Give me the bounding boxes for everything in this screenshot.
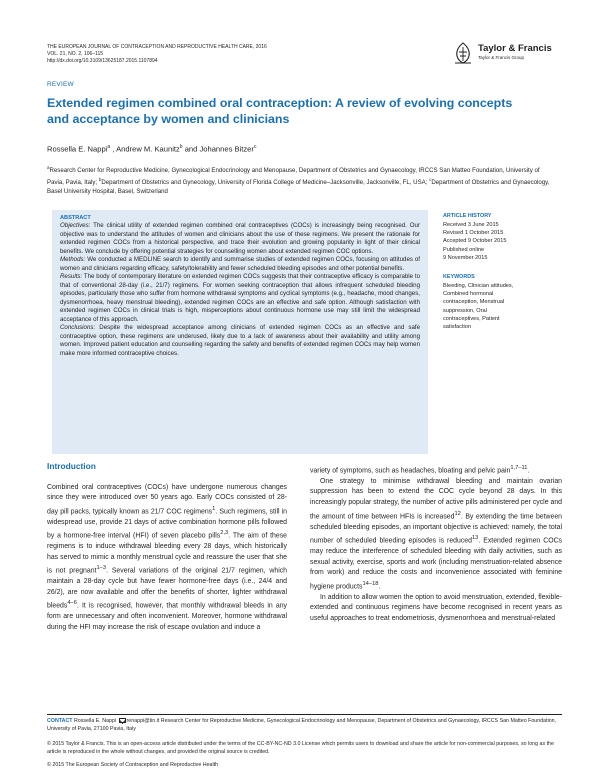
body-text: . Such regimens, still in widespread use, provide 21 days of active combination hormone pills followed by a hormone-free interval (HFI) of seven placebo pills <box>47 508 287 540</box>
author-affil-sup: a <box>107 144 111 150</box>
abstract-text: The clinical utility of extended regimen combined oral contraceptives (COCs) is increasingly being recognised. Our objective was to understand the attitudes of women and clinicians about the use of these regimens. We present the rationale for extended regimen COCs from a historical perspective, and trace their evolution and growing popularity in light of their clinical benefits. We conclude by offering potential strategies for counselling women about extended regimen COC options. <box>60 222 420 255</box>
history-line: Revised 1 October 2015 <box>443 230 504 237</box>
author-affil-sup: b <box>179 144 183 150</box>
keyword-line: Combined hormonal <box>443 291 494 298</box>
body-text: . It is recognised, however, that monthly withdrawal bleeds in any form are unnecessary and often inconvenient. Moreover, hormone withdrawal during the HFI may increase the risk of escape ovulation and induce a <box>47 602 287 631</box>
keyword-line: suppression, Oral <box>443 307 487 314</box>
license-text: © 2015 Taylor & Francis. This is an open-access article distributed under the terms of the CC-BY-NC-ND 3.0 License which permits users to download and share the article for non-commercial purposes, so long as the article is reproduced in the whole without changes, and provided the original source is credited. <box>47 741 554 755</box>
intro-paragraph <box>310 463 562 477</box>
body-text: . By extending the time between scheduled bleeding episodes, an important objective is achieved: namely, the total number of scheduled bleeding episodes is reduced <box>310 512 562 545</box>
intro-paragraph: In addition to allow women the option to avoid menstruation, extended, flexible-extended and continuous regimens have become recognised in recent years as useful approaches to treat endometriosis, dysmenorrhoea and menstrual-related <box>310 593 562 622</box>
citation-ref[interactable]: 13 <box>471 535 479 542</box>
body-column-right <box>310 463 562 625</box>
body-text: variety of symptoms, such as headaches, bloating and pelvic pain <box>310 467 511 475</box>
publisher-name: Taylor & Francis <box>478 43 552 54</box>
history-line: Accepted 9 October 2015 <box>443 238 507 245</box>
body-text: One strategy to minimise withdrawal bleeding and maintain ovarian suppression has been to extend the COC cycle beyond 28 days. In this increasingly popular strategy, the number of active pills administered per cycle and the amount of time between HFIs is increased <box>310 477 562 520</box>
affil-sup: b <box>98 177 102 183</box>
abstract-label: Objectives: <box>60 222 91 229</box>
journal-name: THE EUROPEAN JOURNAL OF CONTRACEPTION AND REPRODUCTIVE HEALTH CARE, 2016 <box>47 44 267 50</box>
author-name[interactable]: Johannes Bitzer <box>199 144 254 154</box>
section-label: REVIEW <box>47 81 74 88</box>
author-affil-sup: c <box>253 144 257 150</box>
abstract-objectives <box>60 222 420 256</box>
citation-ref[interactable]: 14–18 <box>362 580 379 587</box>
body-text: . Extended regimen COCs may reduce the interference of scheduled bleeding with daily activities, such as sexual activity, exercise, sports and work (including menstruation-related absence from work) and reduce the costs and inconvenience associated with feminine hygiene products <box>310 537 562 591</box>
citation-ref[interactable]: 1–3 <box>96 565 107 572</box>
article-title: Extended regimen combined oral contraception: A review of evolving concepts and acceptance by women and clinicians <box>47 96 513 126</box>
history-line: Published online <box>443 246 485 253</box>
abstract-results <box>60 273 420 324</box>
author-list <box>47 144 256 154</box>
abstract-label: Methods: <box>60 256 86 263</box>
article-history-heading: ARTICLE HISTORY <box>443 213 492 219</box>
affil-sup: c <box>429 177 432 183</box>
affil-sup: a <box>47 165 50 170</box>
body-column-left <box>47 461 287 634</box>
author-name[interactable]: Andrew M. Kaunitz <box>116 144 180 154</box>
contact-email[interactable]: renappi@tin.it <box>126 718 160 724</box>
article-sidebar <box>443 213 563 331</box>
introduction-heading: Introduction <box>47 461 96 471</box>
intro-paragraph <box>310 477 562 593</box>
citation-ref[interactable]: 1,7–11 <box>510 465 528 471</box>
email-icon <box>119 718 126 723</box>
keywords-heading: KEYWORDS <box>443 274 475 281</box>
journal-doi[interactable]: http://dx.doi.org/10.3109/13625187.2015.1107894 <box>47 58 158 64</box>
citation-ref[interactable]: 2,3 <box>220 530 229 537</box>
history-line: Received 3 June 2015 <box>443 222 499 228</box>
society-copyright: © 2015 The European Society of Contraception and Reproductive Health <box>47 762 219 768</box>
publisher-group: Taylor & Francis Group <box>478 55 525 60</box>
taylor-francis-logo-icon <box>452 41 474 65</box>
journal-header <box>47 44 377 65</box>
abstract-conclusions <box>60 324 420 358</box>
keyword-line: satisfaction <box>443 324 471 331</box>
affiliation-c: Department of Obstetrics and Gynaecology, Basel University Hospital, Basel, Switzerland <box>47 179 550 196</box>
author-separator: and <box>182 144 200 154</box>
abstract-label: Results: <box>60 273 83 280</box>
abstract-text: The body of contemporary literature on extended regimen COCs suggests that their contraceptive efficacy is comparable to that of conventional 28-day (i.e., 21/7) regimens. For women seeking contraception that allows infrequent scheduled bleeding episodes, particularly those who suffer from hormone withdrawal symptoms and cyclical symptoms (e.g., headache, mood changes, dysmenorrhoea, heavy menstrual bleeding), extended regimen COCs are an effective and safe option. Although satisfaction with extended regimen COCs in clinical trials is high, misperceptions about continuous hormone use may still limit the widespread acceptance of this approach. <box>60 273 420 323</box>
abstract-label: Conclusions: <box>60 324 96 331</box>
contact-name: Rossella E. Nappi <box>72 718 118 724</box>
abstract-box <box>52 210 428 454</box>
footer-divider <box>47 714 562 715</box>
abstract-methods <box>60 256 420 273</box>
contact-label: CONTACT <box>47 718 73 724</box>
author-name[interactable]: Rossella E. Nappi <box>47 144 108 154</box>
publisher-logo <box>452 41 562 65</box>
contact-info <box>47 718 562 733</box>
abstract-text: We conducted a MEDLINE search to identify and summarise studies of extended regimen COCs, focusing on attitudes of women and clinicians regarding efficacy, safety/tolerability and fewer scheduled bleeding episodes and other potential benefits. <box>60 256 420 272</box>
keyword-line: contraceptives, Patient <box>443 315 500 322</box>
affiliation-b: Department of Obstetrics and Gynecology, University of Florida College of Medicine–Jacksonville, Jacksonville, FL, USA; <box>101 179 430 187</box>
contact-address: Research Center for Reproductive Medicine, Gynecological Endocrinology and Menopause, Department of Obstetrics and Gynaecology, IRCCS San Matteo Foundation, University of Pavia, 27100 Pavia, Italy <box>47 718 557 732</box>
citation-ref[interactable]: 4–6 <box>67 600 77 607</box>
body-text: Combined oral contraceptives (COCs) have undergone numerous changes since they were introduced over 50 years ago. Early COCs consisted of 28-day pill packs, typically known as 21/7 COC regimens <box>47 483 287 516</box>
abstract-text: Despite the widespread acceptance among clinicians of extended regimen COCs as an effective and safe contraceptive option, these regimens are underused, likely due to a lack of awareness about their availability and utility among women. Improved patient education and counselling regarding the safety and benefits of extended regimen COCs may help women make more informed contraceptive choices. <box>60 324 420 357</box>
citation-ref[interactable]: 12 <box>454 510 461 517</box>
keyword-line: contraception, Menstrual <box>443 299 505 306</box>
affiliations <box>47 163 557 197</box>
citation-ref[interactable]: 1 <box>212 505 216 512</box>
keyword-line: Bleeding, Clinician attitudes, <box>443 283 514 290</box>
author-separator: , <box>110 144 117 154</box>
abstract-heading: ABSTRACT <box>60 215 91 221</box>
journal-volume: VOL. 21, NO. 2, 106–115 <box>47 51 104 57</box>
intro-paragraph <box>47 483 287 634</box>
affiliation-a: Research Center for Reproductive Medicine, Gynecological Endocrinology and Menopause, Department of Obstetrics and Gynaecology, IRCCS San Matteo Foundation, University of Pavia, Pavia, Italy; <box>47 167 540 187</box>
body-text: . <box>527 467 530 475</box>
body-text: . Several variations of the original 21/7 regimen, which maintain a 28-day cycle but have fewer hormone-free days (i.e., 24/4 and 26/2), are now available and offer the benefits of shorter, lighter withdrawal bleeds <box>47 567 288 610</box>
history-line: 9 November 2015 <box>443 254 488 261</box>
body-text: . <box>378 583 381 591</box>
body-text: . The aim of these regimens is to induce withdrawal bleeding every 28 days, which historically has served to mimic a monthly menstrual cycle and reassure the user that she is not pregnant <box>47 532 287 575</box>
